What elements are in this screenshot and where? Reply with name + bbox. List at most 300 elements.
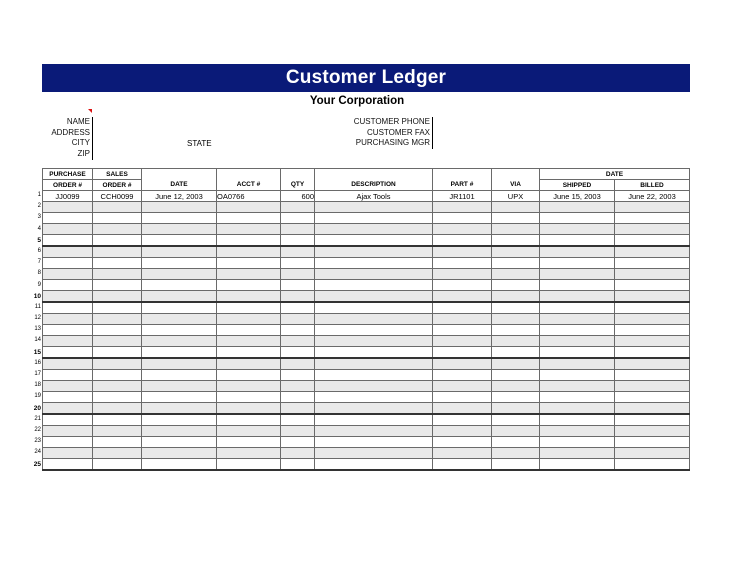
table-cell[interactable] — [433, 258, 492, 269]
col-shipped: SHIPPED — [540, 180, 615, 191]
table-cell[interactable] — [315, 269, 433, 280]
table-cell[interactable] — [43, 314, 93, 325]
table-cell[interactable] — [315, 437, 433, 448]
table-cell[interactable] — [93, 336, 142, 347]
table-cell[interactable] — [315, 381, 433, 392]
table-cell[interactable] — [433, 437, 492, 448]
table-cell[interactable] — [492, 347, 540, 359]
table-cell[interactable] — [142, 314, 217, 325]
table-cell[interactable] — [315, 213, 433, 224]
col-billed: BILLED — [615, 180, 690, 191]
row-number: 7 — [37, 259, 41, 266]
table-cell[interactable] — [433, 426, 492, 437]
table-cell[interactable] — [540, 426, 615, 437]
table-row — [43, 448, 690, 459]
row-number: 4 — [37, 225, 41, 232]
table-cell[interactable] — [492, 370, 540, 381]
table-cell[interactable]: June 22, 2003 — [615, 191, 690, 202]
table-cell[interactable] — [492, 213, 540, 224]
table-cell[interactable] — [281, 381, 315, 392]
table-cell[interactable] — [93, 280, 142, 291]
table-cell[interactable] — [43, 426, 93, 437]
state-label: STATE — [187, 139, 212, 148]
table-cell[interactable] — [43, 213, 93, 224]
table-cell[interactable] — [540, 448, 615, 459]
table-cell[interactable] — [142, 280, 217, 291]
table-cell[interactable] — [281, 392, 315, 403]
table-cell[interactable] — [217, 224, 281, 235]
table-cell[interactable] — [142, 291, 217, 303]
row-number: 16 — [34, 359, 41, 366]
row-number: 2 — [37, 203, 41, 210]
row-number: 17 — [34, 371, 41, 377]
table-cell[interactable] — [540, 314, 615, 325]
table-cell[interactable] — [217, 336, 281, 347]
table-cell[interactable] — [281, 224, 315, 235]
row-number: 23 — [34, 438, 41, 445]
table-cell[interactable] — [281, 448, 315, 459]
table-cell[interactable] — [217, 302, 281, 314]
table-cell[interactable] — [540, 258, 615, 269]
table-cell[interactable] — [281, 258, 315, 269]
table-cell[interactable] — [43, 224, 93, 235]
table-row — [43, 235, 690, 247]
table-cell[interactable] — [315, 246, 433, 258]
customer-info-labels — [36, 117, 90, 159]
table-cell[interactable] — [433, 414, 492, 426]
table-cell[interactable] — [93, 448, 142, 459]
table-cell[interactable] — [281, 403, 315, 415]
table-cell[interactable]: UPX — [492, 191, 540, 202]
table-cell[interactable] — [142, 347, 217, 359]
table-cell[interactable] — [43, 269, 93, 280]
col-top-date-group: DATE — [540, 169, 690, 180]
table-cell[interactable] — [93, 459, 142, 471]
table-cell[interactable] — [315, 325, 433, 336]
table-cell[interactable] — [93, 302, 142, 314]
table-row — [43, 426, 690, 437]
table-cell[interactable] — [281, 370, 315, 381]
table-cell[interactable] — [43, 258, 93, 269]
table-cell[interactable] — [281, 426, 315, 437]
company-name: Your Corporation — [309, 95, 405, 107]
table-cell[interactable] — [217, 448, 281, 459]
table-cell[interactable] — [615, 347, 690, 359]
table-cell[interactable] — [217, 459, 281, 471]
table-cell[interactable]: June 15, 2003 — [540, 191, 615, 202]
table-row — [43, 191, 690, 202]
table-cell[interactable] — [281, 213, 315, 224]
col-top-purchase: PURCHASE — [43, 169, 93, 180]
table-cell[interactable] — [433, 403, 492, 415]
table-cell[interactable] — [433, 325, 492, 336]
table-cell[interactable] — [540, 370, 615, 381]
col-top-sales: SALES — [93, 169, 142, 180]
table-cell[interactable] — [492, 403, 540, 415]
table-cell[interactable] — [142, 448, 217, 459]
table-cell[interactable] — [281, 280, 315, 291]
table-cell[interactable] — [492, 414, 540, 426]
table-cell[interactable] — [142, 336, 217, 347]
table-cell[interactable] — [142, 258, 217, 269]
table-row — [43, 280, 690, 291]
table-cell[interactable] — [433, 314, 492, 325]
table-cell[interactable] — [315, 370, 433, 381]
row-number: 9 — [37, 281, 41, 288]
table-cell[interactable] — [615, 291, 690, 303]
table-cell[interactable] — [492, 325, 540, 336]
table-cell[interactable] — [315, 426, 433, 437]
table-cell[interactable] — [93, 426, 142, 437]
table-cell[interactable] — [217, 414, 281, 426]
table-cell[interactable] — [315, 358, 433, 370]
table-cell[interactable] — [93, 403, 142, 415]
table-cell[interactable] — [43, 370, 93, 381]
table-cell[interactable] — [142, 235, 217, 247]
table-cell[interactable] — [315, 235, 433, 247]
table-cell[interactable] — [281, 459, 315, 471]
table-cell[interactable] — [615, 459, 690, 471]
table-cell[interactable] — [540, 347, 615, 359]
table-cell[interactable] — [492, 426, 540, 437]
table-cell[interactable] — [540, 291, 615, 303]
table-cell[interactable] — [43, 392, 93, 403]
col-top-blank — [315, 169, 433, 180]
table-cell[interactable] — [142, 381, 217, 392]
table-cell[interactable] — [217, 381, 281, 392]
table-cell[interactable] — [433, 459, 492, 471]
comment-indicator — [88, 109, 92, 113]
purchasing-mgr-label: PURCHASING MGR — [355, 138, 430, 147]
table-cell[interactable] — [93, 246, 142, 258]
table-cell[interactable] — [43, 246, 93, 258]
table-cell[interactable] — [93, 224, 142, 235]
table-cell[interactable] — [492, 246, 540, 258]
table-cell[interactable] — [315, 336, 433, 347]
table-cell[interactable] — [281, 202, 315, 213]
table-cell[interactable] — [43, 302, 93, 314]
table-cell[interactable] — [217, 213, 281, 224]
table-cell[interactable] — [142, 392, 217, 403]
table-cell[interactable] — [315, 392, 433, 403]
table-cell[interactable] — [93, 392, 142, 403]
table-cell[interactable] — [315, 459, 433, 471]
table-cell[interactable] — [615, 325, 690, 336]
table-cell[interactable] — [217, 403, 281, 415]
table-cell[interactable] — [615, 381, 690, 392]
table-cell[interactable] — [433, 302, 492, 314]
table-row — [43, 202, 690, 213]
table-cell[interactable] — [315, 224, 433, 235]
title-banner — [42, 64, 690, 92]
table-cell[interactable]: OA0766 — [217, 191, 281, 202]
table-cell[interactable] — [93, 381, 142, 392]
table-cell[interactable] — [433, 358, 492, 370]
table-row — [43, 325, 690, 336]
zip-label: ZIP — [77, 148, 90, 158]
table-cell[interactable] — [492, 302, 540, 314]
table-cell[interactable] — [433, 280, 492, 291]
table-cell[interactable] — [142, 246, 217, 258]
table-cell[interactable] — [615, 235, 690, 247]
row-number: 10 — [33, 292, 41, 300]
table-cell[interactable] — [492, 269, 540, 280]
table-cell[interactable] — [540, 437, 615, 448]
row-number: 21 — [34, 415, 41, 422]
table-cell[interactable] — [492, 381, 540, 392]
table-cell[interactable] — [93, 269, 142, 280]
table-cell[interactable] — [142, 325, 217, 336]
table-cell[interactable] — [217, 280, 281, 291]
table-cell[interactable] — [492, 202, 540, 213]
table-cell[interactable] — [615, 258, 690, 269]
table-cell[interactable] — [492, 314, 540, 325]
table-cell[interactable] — [43, 280, 93, 291]
table-cell[interactable] — [433, 336, 492, 347]
table-cell[interactable] — [43, 235, 93, 247]
table-cell[interactable] — [142, 403, 217, 415]
table-cell[interactable]: JJ0099 — [43, 191, 93, 202]
table-cell[interactable] — [433, 448, 492, 459]
row-number: 18 — [34, 382, 41, 389]
table-row — [43, 246, 690, 258]
table-cell[interactable] — [315, 258, 433, 269]
table-cell[interactable] — [93, 258, 142, 269]
table-cell[interactable] — [217, 235, 281, 247]
table-cell[interactable] — [540, 246, 615, 258]
table-cell[interactable] — [540, 336, 615, 347]
table-cell[interactable] — [615, 437, 690, 448]
table-row — [43, 213, 690, 224]
table-cell[interactable] — [142, 358, 217, 370]
table-cell[interactable] — [43, 403, 93, 415]
table-cell[interactable] — [433, 291, 492, 303]
table-cell[interactable] — [142, 202, 217, 213]
table-cell[interactable] — [217, 325, 281, 336]
table-cell[interactable] — [281, 358, 315, 370]
table-cell[interactable] — [217, 370, 281, 381]
table-cell[interactable] — [315, 414, 433, 426]
table-cell[interactable] — [615, 426, 690, 437]
table-cell[interactable] — [615, 403, 690, 415]
table-cell[interactable] — [315, 202, 433, 213]
table-cell[interactable]: CCH0099 — [93, 191, 142, 202]
table-cell[interactable]: 600 — [281, 191, 315, 202]
table-cell[interactable] — [615, 280, 690, 291]
table-cell[interactable] — [433, 347, 492, 359]
table-cell[interactable] — [315, 291, 433, 303]
table-cell[interactable] — [492, 336, 540, 347]
table-cell[interactable] — [492, 235, 540, 247]
table-cell[interactable] — [433, 246, 492, 258]
table-cell[interactable] — [281, 291, 315, 303]
table-cell[interactable] — [281, 437, 315, 448]
table-cell[interactable] — [217, 258, 281, 269]
table-cell[interactable] — [492, 358, 540, 370]
table-cell[interactable] — [540, 280, 615, 291]
table-cell[interactable] — [540, 381, 615, 392]
table-cell[interactable] — [433, 213, 492, 224]
table-cell[interactable] — [540, 202, 615, 213]
table-cell[interactable] — [615, 202, 690, 213]
table-cell[interactable] — [540, 224, 615, 235]
table-row — [43, 459, 690, 471]
table-cell[interactable] — [281, 336, 315, 347]
table-cell[interactable] — [142, 437, 217, 448]
table-cell[interactable] — [43, 325, 93, 336]
table-cell[interactable] — [217, 358, 281, 370]
row-number: 20 — [33, 404, 41, 412]
table-cell[interactable] — [43, 414, 93, 426]
table-cell[interactable] — [540, 414, 615, 426]
table-cell[interactable] — [142, 213, 217, 224]
table-row — [43, 414, 690, 426]
row-number: 22 — [34, 426, 41, 433]
table-cell[interactable] — [142, 302, 217, 314]
table-cell[interactable] — [540, 358, 615, 370]
table-cell[interactable] — [93, 235, 142, 247]
table-cell[interactable] — [142, 459, 217, 471]
table-cell[interactable] — [43, 381, 93, 392]
table-cell[interactable] — [433, 381, 492, 392]
row-number: 11 — [34, 303, 41, 310]
col-purchase-order: ORDER # — [43, 180, 93, 191]
table-cell[interactable] — [615, 314, 690, 325]
table-cell[interactable] — [492, 392, 540, 403]
table-cell[interactable] — [615, 370, 690, 381]
table-cell[interactable] — [217, 269, 281, 280]
table-cell[interactable] — [281, 347, 315, 359]
table-cell[interactable] — [615, 213, 690, 224]
table-cell[interactable] — [217, 437, 281, 448]
table-cell[interactable] — [540, 459, 615, 471]
table-cell[interactable] — [217, 392, 281, 403]
table-cell[interactable] — [433, 224, 492, 235]
table-cell[interactable] — [43, 459, 93, 471]
table-cell[interactable] — [615, 414, 690, 426]
table-cell[interactable] — [142, 370, 217, 381]
table-cell[interactable] — [43, 448, 93, 459]
table-cell[interactable] — [142, 414, 217, 426]
table-cell[interactable] — [93, 347, 142, 359]
table-row — [43, 336, 690, 347]
table-cell[interactable] — [142, 269, 217, 280]
table-row — [43, 437, 690, 448]
table-cell[interactable] — [217, 202, 281, 213]
table-cell[interactable] — [43, 202, 93, 213]
table-cell[interactable] — [615, 269, 690, 280]
table-cell[interactable] — [93, 291, 142, 303]
contact-divider — [432, 117, 433, 149]
table-cell[interactable] — [142, 224, 217, 235]
table-cell[interactable] — [93, 414, 142, 426]
table-cell[interactable] — [540, 269, 615, 280]
table-cell[interactable]: Ajax Tools — [315, 191, 433, 202]
table-cell[interactable] — [315, 403, 433, 415]
table-cell[interactable] — [217, 347, 281, 359]
table-cell[interactable] — [615, 302, 690, 314]
table-cell[interactable] — [217, 246, 281, 258]
table-cell[interactable] — [93, 202, 142, 213]
table-cell[interactable] — [43, 336, 93, 347]
table-cell[interactable] — [615, 246, 690, 258]
table-cell[interactable] — [43, 358, 93, 370]
table-cell[interactable] — [433, 269, 492, 280]
table-cell[interactable] — [93, 314, 142, 325]
table-cell[interactable]: June 12, 2003 — [142, 191, 217, 202]
table-cell[interactable] — [492, 280, 540, 291]
table-row — [43, 347, 690, 359]
table-cell[interactable] — [281, 314, 315, 325]
table-cell[interactable] — [492, 258, 540, 269]
table-cell[interactable] — [93, 437, 142, 448]
table-cell[interactable] — [615, 448, 690, 459]
table-cell[interactable] — [540, 235, 615, 247]
table-cell[interactable] — [492, 448, 540, 459]
table-cell[interactable] — [615, 336, 690, 347]
table-cell[interactable] — [93, 325, 142, 336]
table-cell[interactable] — [43, 347, 93, 359]
table-cell[interactable] — [93, 370, 142, 381]
table-cell[interactable] — [281, 414, 315, 426]
table-row — [43, 392, 690, 403]
table-cell[interactable] — [142, 426, 217, 437]
table-cell[interactable] — [492, 224, 540, 235]
table-cell[interactable] — [43, 291, 93, 303]
name-label: NAME — [66, 117, 90, 126]
table-cell[interactable] — [281, 235, 315, 247]
table-cell[interactable] — [433, 235, 492, 247]
table-cell[interactable] — [615, 358, 690, 370]
table-cell[interactable] — [217, 291, 281, 303]
table-cell[interactable] — [281, 246, 315, 258]
table-cell[interactable] — [615, 224, 690, 235]
table-cell[interactable] — [433, 370, 492, 381]
table-cell[interactable]: JR1101 — [433, 191, 492, 202]
table-cell[interactable] — [540, 213, 615, 224]
table-row — [43, 302, 690, 314]
contact-info-labels — [336, 117, 430, 149]
table-cell[interactable] — [217, 314, 281, 325]
ledger-title: Customer Ledger — [285, 67, 447, 88]
table-cell[interactable] — [315, 302, 433, 314]
table-cell[interactable] — [281, 325, 315, 336]
table-cell[interactable] — [315, 347, 433, 359]
table-cell[interactable] — [93, 358, 142, 370]
table-cell[interactable] — [540, 403, 615, 415]
table-cell[interactable] — [540, 302, 615, 314]
table-cell[interactable] — [315, 314, 433, 325]
table-cell[interactable] — [315, 448, 433, 459]
table-cell[interactable] — [217, 426, 281, 437]
table-cell[interactable] — [540, 392, 615, 403]
table-cell[interactable] — [433, 202, 492, 213]
table-cell[interactable] — [315, 280, 433, 291]
customer-fax-label: CUSTOMER FAX — [367, 127, 430, 137]
table-cell[interactable] — [492, 291, 540, 303]
table-cell[interactable] — [433, 392, 492, 403]
table-cell[interactable] — [281, 302, 315, 314]
table-cell[interactable] — [492, 437, 540, 448]
table-cell[interactable] — [93, 213, 142, 224]
table-cell[interactable] — [43, 437, 93, 448]
table-cell[interactable] — [492, 459, 540, 471]
table-cell[interactable] — [615, 392, 690, 403]
row-number: 13 — [34, 326, 41, 333]
row-number: 5 — [37, 236, 41, 244]
table-cell[interactable] — [281, 269, 315, 280]
table-cell[interactable] — [540, 325, 615, 336]
